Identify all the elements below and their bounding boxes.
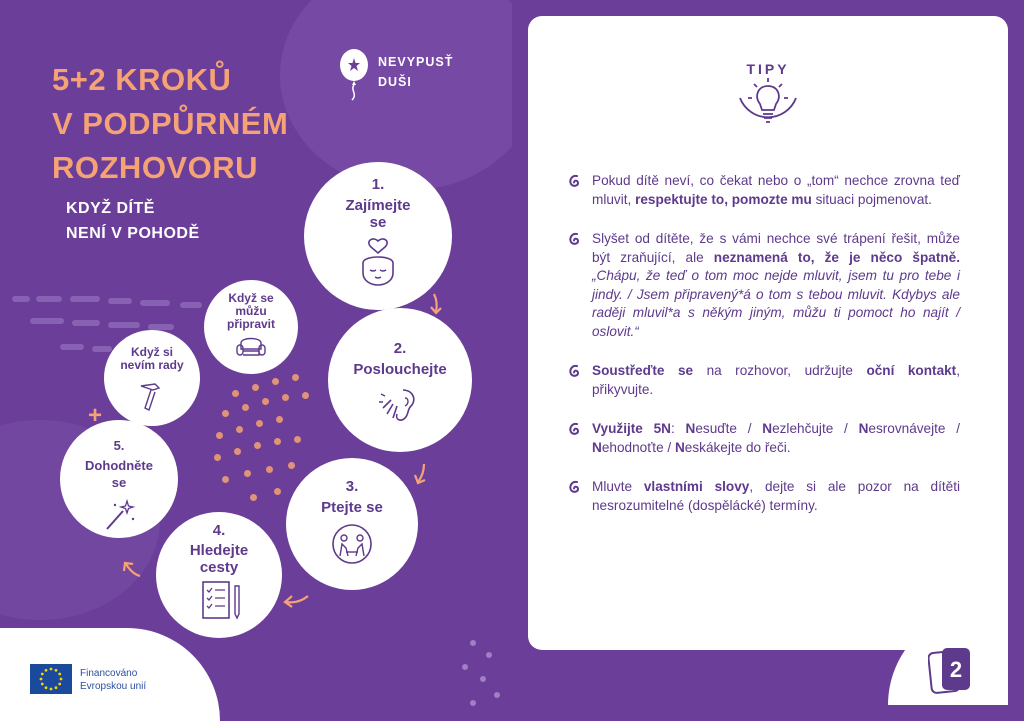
decorative-dot [234,448,241,455]
lightbulb-icon [728,56,808,142]
decorative-dash [72,320,100,326]
tip-item [568,478,960,515]
tip-text-segment: Slyšet od dítěte, že s vámi nechce své trápení řešit, může být zraňující, ale [592,231,960,265]
step-number: 5. [113,438,125,453]
arrow-left-icon [282,590,310,610]
decorative-dot [232,390,239,397]
step-3-circle [286,458,418,590]
decorative-dash [12,296,30,302]
arrow-down-icon [428,292,444,316]
arrow-up-left-icon [120,558,144,580]
step-number: 2. [393,340,407,357]
step-label: Zajímejte [345,197,411,214]
decorative-dot [236,426,243,433]
step-number: 4. [212,522,226,539]
step-1-circle [304,162,452,310]
logo-line: NEVYPUSŤ [378,55,454,69]
eu-line: Evropskou unií [80,681,147,692]
tip-text-segment: ezlehčujte / [772,421,859,436]
tip-text-segment: vlastními slovy [643,479,750,494]
decorative-dot [288,462,295,469]
decorative-dot [222,476,229,483]
step-label: Dohodněte [85,458,153,473]
tip-text-segment: N [685,421,696,436]
checklist-icon [195,580,243,622]
tip-text-segment: situaci pojmenovat. [811,191,932,207]
step-number: 3. [345,478,359,495]
tip-item [568,230,960,341]
heart-head-icon [353,237,403,287]
decorative-dot [294,436,301,443]
decorative-dot [216,432,223,439]
tip-text-segment: N [762,421,773,436]
decorative-dot [262,398,269,405]
decorative-dot [486,652,492,658]
step-2-circle [328,308,472,452]
eu-funding-text [80,667,146,693]
tips-panel [528,16,1008,705]
logo-line: DUŠI [378,75,412,89]
extra-step-label: nevím rady [120,358,184,372]
decorative-dash [36,296,62,302]
armchair-icon [235,335,267,359]
tips-list [568,172,960,536]
balloon-icon [338,48,370,102]
spiral-bullet-icon [568,480,582,494]
title-line: 5+2 KROKŮ [52,62,232,97]
decorative-dot [252,384,259,391]
decorative-dot [276,416,283,423]
brand-logo [338,48,453,102]
tip-text-segment: Soustřeďte se [592,363,694,378]
tips-card [528,16,1008,650]
tip-text-segment: N [592,439,602,455]
step-label: Poslouchejte [353,361,447,378]
decorative-dot [222,410,229,417]
spiral-bullet-icon [568,364,582,378]
tip-text-segment: , dejte si ale pozor na dítěti nesrozumitelné (dospělácké) termíny. [592,479,961,513]
extra-step-label: můžu [235,304,267,318]
tip-text-segment: : [671,421,686,436]
decorative-dot [480,676,486,682]
decorative-dash [108,298,132,304]
page-number: 2 [949,657,963,682]
tip-text-segment: Pokud dítě neví, co čekat nebo o „tom“ nechce zrovna teď mluvit, [592,173,960,207]
page-title [52,58,288,190]
ear-listening-icon [377,384,423,430]
eu-line: Financováno [80,668,138,679]
tip-text-segment: esrovnávejte / [868,421,960,436]
tip-text-segment: N [858,421,869,436]
decorative-dot [244,470,251,477]
decorative-dot [266,466,273,473]
tip-text-segment: respektujte to, pomozte mu [635,191,812,207]
step-label: se [111,475,127,490]
tip-item [568,362,960,399]
decorative-dot [274,438,281,445]
step-number: 1. [371,176,385,193]
decorative-dot [242,404,249,411]
step-label: Ptejte se [321,499,383,516]
spiral-bullet-icon [568,174,582,188]
spiral-bullet-icon [568,422,582,436]
decorative-dot [462,664,468,670]
tip-text-segment: neznamená to, že je něco špatně. [713,249,960,265]
decorative-dash [180,302,202,308]
decorative-dot [282,394,289,401]
decorative-dot [274,488,281,495]
step-4-circle [156,512,282,638]
extra-step-unsure-circle [104,330,200,426]
decorative-dot [470,700,476,706]
decorative-dash [30,318,64,324]
decorative-dot [302,392,309,399]
tip-text-segment: oční kontakt [866,363,957,378]
decorative-dash [140,300,170,306]
step-label: cesty [199,559,239,576]
two-people-talking-icon [330,522,374,566]
subtitle-line: KDYŽ DÍTĚ [66,200,155,217]
title-line: V PODPŮRNÉM [52,106,289,141]
decorative-dot [254,442,261,449]
tip-text-segment: Mluvte [592,479,644,494]
extra-step-label: Když si [130,345,173,359]
title-line: ROZHOVORU [52,150,258,185]
decorative-dot [470,640,476,646]
page-number-badge [928,644,974,696]
hammer-icon [135,378,169,414]
arrow-down-icon [412,462,430,486]
tip-text-segment: N [674,439,685,455]
extra-step-prepare-circle [204,280,298,374]
tip-item [568,172,960,209]
extra-step-label: připravit [226,317,275,331]
decorative-dot [214,454,221,461]
subtitle-line: NENÍ V POHODĚ [66,225,200,242]
tip-text-segment: ehodnoťte / [601,439,675,455]
step-label: Hledejte [189,542,249,559]
page-subtitle [66,196,200,246]
step-5-circle [60,420,178,538]
tip-text-segment: „Chápu, že teď o tom moc nejde mluvit, jsem tu pro tebe i jindy. / Jsem připravený*á o tom s tebou mluvit. Kdybys ale raději mluvil*a s někým jiným, můžu ti pomoct ho najít / oslovit.“ [592,268,960,339]
tip-text-segment: , přikyvujte. [592,363,960,397]
magic-wand-icon [101,497,137,533]
spiral-bullet-icon [568,232,582,246]
tip-text-segment: na rozhovor, udržujte [693,363,867,378]
decorative-dot [256,420,263,427]
tipy-label: TIPY [746,61,790,77]
decorative-dot [272,378,279,385]
eu-flag-icon [30,664,72,694]
decorative-dash [70,296,100,302]
decorative-dash [60,344,84,350]
step-label: se [369,214,387,231]
decorative-dot [292,374,299,381]
tip-item [568,420,960,457]
plus-sign: + [88,402,103,429]
tip-text-segment: eskákejte do řeči. [684,439,791,455]
tip-text-segment: Využijte 5N [592,421,671,436]
tip-text-segment: esuďte / [695,421,763,436]
decorative-dash [108,322,140,328]
decorative-dot [494,692,500,698]
extra-step-label: Když se [228,291,274,305]
decorative-dot [250,494,257,501]
